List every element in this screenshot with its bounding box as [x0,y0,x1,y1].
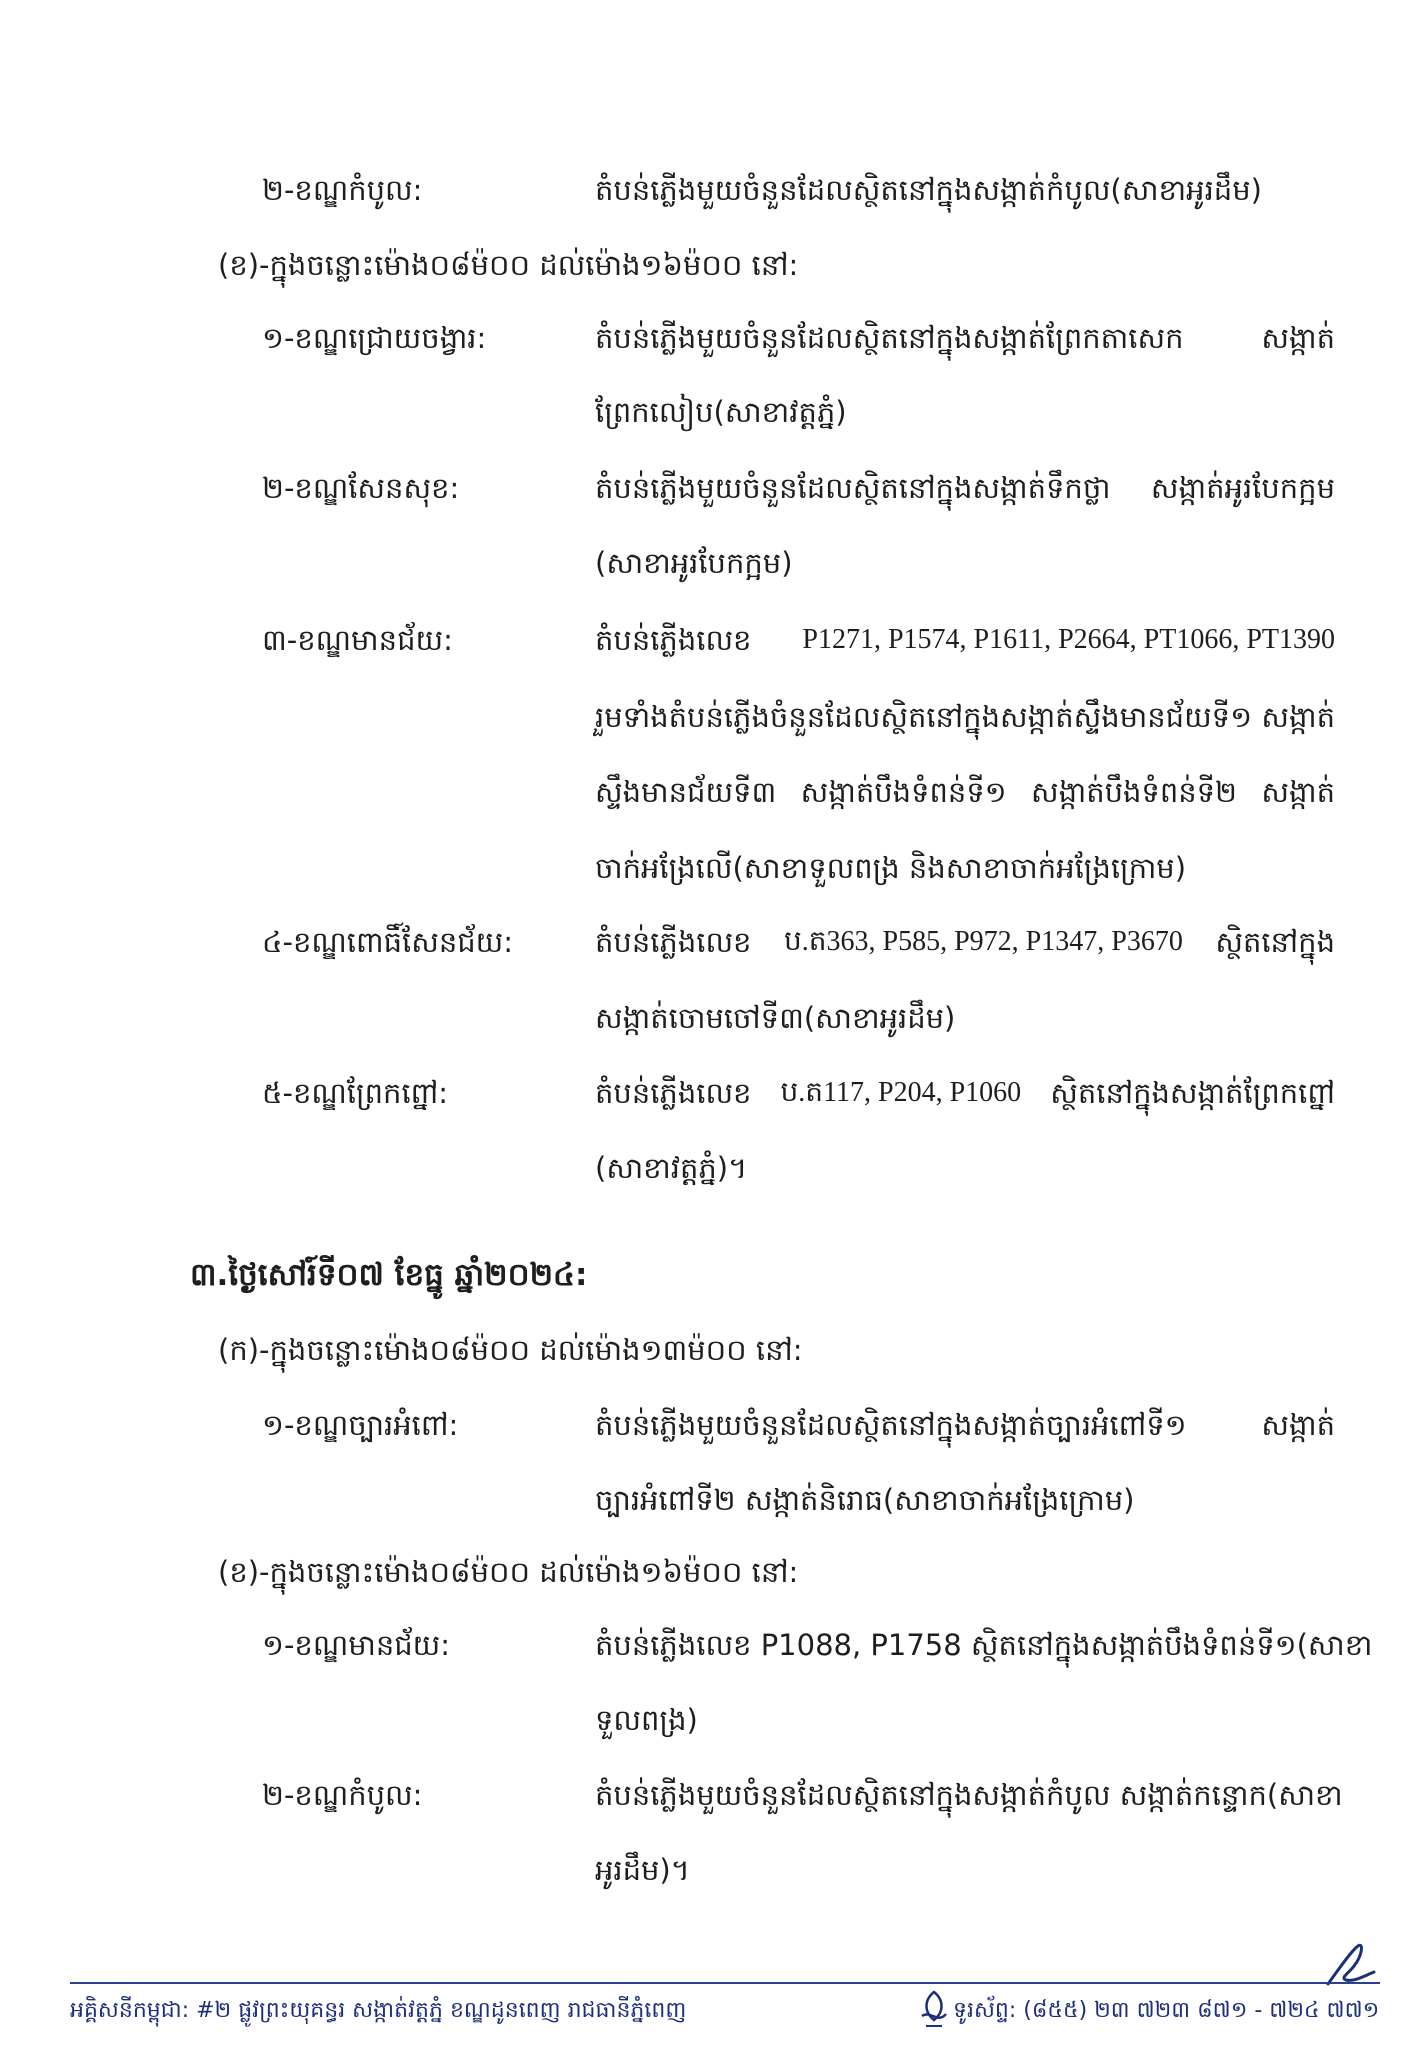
item-description [595,1073,1335,1113]
desc-part: តំបន់ភ្លើងលេខ [595,1076,752,1110]
item-description [595,318,1335,358]
item-label: ១-ខណ្ឌច្បារអំពៅ: [262,1408,459,1442]
desc-part: សង្កាត់ [1261,321,1335,355]
item-description-cont: (សាខាវត្តភ្នំ)។ [595,1151,748,1185]
footer-divider [70,1982,1380,1984]
item-description-cont [595,772,1335,812]
item-description [595,922,1335,962]
item-description: តំបន់ភ្លើងមួយចំនួនដែលស្ថិតនៅក្នុងសង្កាត់កំបូល សង្កាត់កន្ទោក(សាខា [595,1778,1343,1812]
desc-part: តំបន់ភ្លើងលេខ [595,925,752,959]
day-heading: ៣.ថ្ងៃសៅរ៍ទី០៧ ខែធ្នូ ឆ្នាំ២០២៤: [190,1257,588,1293]
company-logo-icon [918,1990,950,2030]
item-description [595,1405,1335,1445]
item-description [595,620,1335,660]
time-range-heading: (ខ)-ក្នុងចន្លោះម៉ោង០៨ម៉០០ ដល់ម៉ោង១៦ម៉០០ នៅ: [218,248,799,282]
desc-part: សង្កាត់ [1261,775,1335,809]
item-label: ៤-ខណ្ឌពោធិ៍សែនជ័យ: [262,925,514,959]
zone-codes: ប.ត363, P585, P972, P1347, P3670 [783,926,1183,957]
desc-part: សង្កាត់ [1261,700,1335,734]
desc-part: សង្កាត់បឹងទំពន់ទី២ [1030,775,1237,809]
desc-part: ស្ទឹងមានជ័យទី៣ [595,775,777,809]
desc-part: សង្កាត់អូរបែកក្អម [1150,471,1335,505]
desc-part: សង្កាត់ [1261,1408,1335,1442]
item-description-cont: (សាខាអូរបែកក្អម) [595,546,793,580]
item-description-cont: ចាក់អង្រែលើ(សាខាទួលពង្រ និងសាខាចាក់អង្រែក្រោម) [595,851,1187,885]
item-description-cont: ច្បារអំពៅទី២ សង្កាត់និរោធ(សាខាចាក់អង្រែក្រោម) [595,1483,1135,1517]
footer-phone: ទូរស័ព្ទ: (៨៥៥) ២៣ ៧២៣ ៨៧១ - ៧២៤ ៧៧១ [953,1998,1380,2023]
desc-part: សង្កាត់បឹងទំពន់ទី១ [800,775,1007,809]
item-label: ២-ខណ្ឌកំបូល: [262,1778,423,1812]
item-description: តំបន់ភ្លើងមួយចំនួនដែលស្ថិតនៅក្នុងសង្កាត់កំបូល(សាខាអូរដឹម) [595,173,1262,207]
item-label: ១-ខណ្ឌមានជ័យ: [262,1628,451,1662]
desc-part: ស្ថិតនៅក្នុងសង្កាត់ព្រែកព្នៅ [1050,1076,1335,1110]
item-description-cont: ទួលពង្រ) [595,1703,698,1737]
footer-address: អគ្គិសនីកម្ពុជា: #២ ផ្លូវព្រះយុគន្ធរ សង្កាត់វត្តភ្នំ ខណ្ឌដូនពេញ រាជធានីភ្នំពេញ [70,1998,687,2023]
item-description [595,468,1335,508]
zone-codes: P1271, P1574, P1611, P2664, PT1066, PT1390 [802,624,1335,655]
item-description-cont: ព្រែកលៀប(សាខាវត្តភ្នំ) [595,395,847,429]
time-range-heading: (ក)-ក្នុងចន្លោះម៉ោង០៨ម៉០០ ដល់ម៉ោង១៣ម៉០០ នៅ: [218,1333,803,1367]
item-label: ១-ខណ្ឌជ្រោយចង្វារ: [262,321,487,355]
desc-part: រួមទាំងតំបន់ភ្លើងចំនួនដែលស្ថិតនៅក្នុងសង្កាត់ស្ទឹងមានជ័យទី១ [595,700,1253,734]
item-description-cont: សង្កាត់ចោមចៅទី៣(សាខាអូរដឹម) [595,1001,956,1035]
item-description-cont [595,697,1335,737]
item-label: ២-ខណ្ឌកំបូល: [262,173,423,207]
desc-part: តំបន់ភ្លើងលេខ [595,623,752,657]
item-description-cont: អូរដឹម)។ [595,1853,690,1887]
item-description: តំបន់ភ្លើងលេខ P1088, P1758 ស្ថិតនៅក្នុងសង្កាត់បឹងទំពន់ទី១(សាខា [595,1628,1373,1662]
item-label: ៥-ខណ្ឌព្រែកព្នៅ: [262,1076,449,1110]
desc-part: ស្ថិតនៅក្នុង [1215,925,1335,959]
desc-part: តំបន់ភ្លើងមួយចំនួនដែលស្ថិតនៅក្នុងសង្កាត់ព្រែកតាសេក [595,321,1184,355]
desc-part: តំបន់ភ្លើងមួយចំនួនដែលស្ថិតនៅក្នុងសង្កាត់ទឹកថ្លា [595,471,1111,505]
desc-part: តំបន់ភ្លើងមួយចំនួនដែលស្ថិតនៅក្នុងសង្កាត់ច្បារអំពៅទី១ [595,1408,1187,1442]
zone-codes: ប.ត117, P204, P1060 [780,1077,1022,1108]
time-range-heading: (ខ)-ក្នុងចន្លោះម៉ោង០៨ម៉០០ ដល់ម៉ោង១៦ម៉០០ នៅ: [218,1555,799,1589]
item-label: ២-ខណ្ឌសែនសុខ: [262,471,460,505]
item-label: ៣-ខណ្ឌមានជ័យ: [262,623,453,657]
